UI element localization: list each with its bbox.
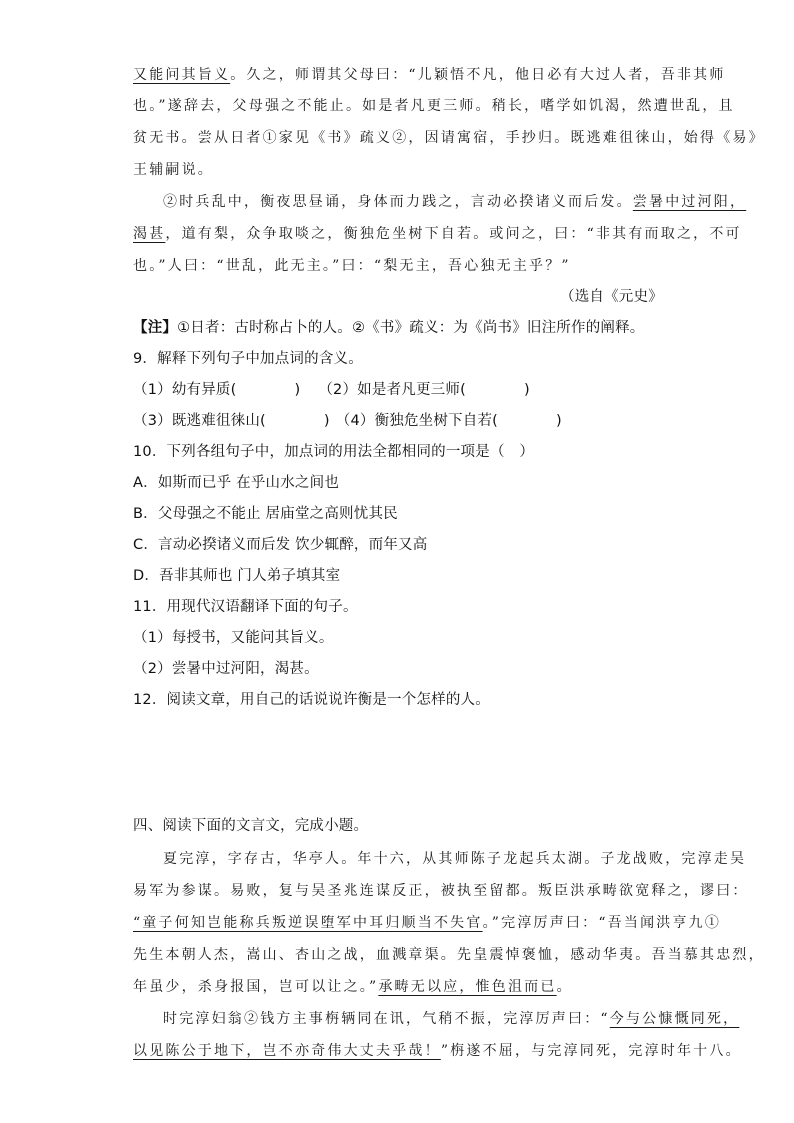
footnote: 【注】①日者：古时称占卜的人。②《书》疏义：为《尚书》旧注所作的阐释。	[133, 320, 645, 336]
question-11: 11．用现代汉语翻译下面的句子。	[133, 599, 358, 615]
underlined-phrase: 今与公慷慨同死，	[609, 1011, 740, 1027]
question-9: 9．解释下列句子中加点词的含义。	[133, 351, 363, 367]
option-a[interactable]: A．如斯而已乎 在乎山水之间也	[133, 475, 340, 491]
passage-line: 王辅嗣说。	[133, 162, 214, 178]
passage-line: 渴甚，道有梨，众争取啖之，衡独危坐树下自若。或问之，曰：“非其有而取之，不可	[133, 226, 742, 242]
question-12: 12．阅读文章，用自己的话说说许衡是一个怎样的人。	[133, 692, 490, 708]
underlined-phrase: “童子何知岂能称兵叛逆误堕军中耳归顺当不失官	[133, 915, 483, 931]
note-label: 【注】	[133, 320, 178, 336]
question-9-items-row1: （1）幼有异质( ) （2）如是者凡更三师( )	[133, 382, 530, 398]
question-10: 10．下列各组句子中，加点词的用法全都相同的一项是（ ）	[133, 444, 535, 460]
passage-line: 也。”人曰：“世乱，此无主。”曰：“梨无主，吾心独无主乎？”	[133, 258, 571, 274]
passage-line: 又能问其旨义。久之，师谓其父母曰：“儿颖悟不凡，他日必有大过人者，吾非其师	[133, 67, 726, 83]
passage-line: 贫无书。尝从日者①家见《书》疏义②，因请寓宿，手抄归。既逃难徂徕山，始得《易》	[133, 130, 765, 146]
passage-line: 先生本朝人杰，嵩山、杏山之战，血溅章渠。先皇震悼褒恤，感动华夷。吾当慕其忠烈，	[133, 947, 765, 963]
passage-line: “童子何知岂能称兵叛逆误堕军中耳归顺当不失官。”完淳厉声曰：“吾当闻洪亨九①	[133, 915, 722, 931]
passage-line: 年虽少，杀身报国，岂可以让之。”承畴无以应，惟色沮而已。	[133, 979, 573, 995]
option-d[interactable]: D．吾非其师也 门人弟子填其室	[133, 568, 341, 584]
option-c[interactable]: C．言动必揆诸义而后发 饮少辄醉，而年又高	[133, 537, 428, 553]
underlined-phrase: 尝暑中过河阳，	[632, 194, 747, 210]
question-11-item-2: （2）尝暑中过河阳，渴甚。	[133, 661, 319, 677]
underlined-phrase: 以见陈公于地下，岂不亦奇伟大丈夫乎哉！	[133, 1043, 441, 1059]
passage-line: 易军为参谋。易败，复与吴圣兆连谋反正，被执至留都。叛臣洪承畴欲宽释之，谬曰：	[133, 883, 749, 899]
underlined-phrase: 又能问其旨义	[133, 67, 231, 83]
passage-line: 夏完淳，字存古，华亭人。年十六，从其师陈子龙起兵太湖。子龙战败，完淳走吴	[163, 851, 747, 867]
passage-line: ②时兵乱中，衡夜思昼诵，身体而力践之，言动必揆诸义而后发。尝暑中过河阳，	[163, 194, 747, 210]
section-4-heading: 四、阅读下面的文言文，完成小题。	[133, 818, 369, 834]
question-9-items-row2: （3）既逃难徂徕山( ) （4）衡独危坐树下自若( )	[133, 413, 562, 429]
option-b[interactable]: B．父母强之不能止 居庙堂之高则忧其民	[133, 506, 398, 522]
underlined-phrase: 承畴无以应，惟色沮而已	[378, 979, 557, 995]
passage-line: 也。”遂辞去，父母强之不能止。如是者凡更三师。稍长，嗜学如饥渴，然遭世乱，且	[133, 98, 735, 114]
passage-line: 时完淳妇翁②钱方主事栴辆同在讯，气稍不振，完淳厉声曰：“今与公慷慨同死，	[163, 1011, 740, 1027]
source-citation: （选自《元史》	[560, 289, 663, 305]
underlined-phrase: 渴甚	[133, 226, 166, 242]
question-11-item-1: （1）每授书，又能问其旨义。	[133, 630, 334, 646]
passage-line: 以见陈公于地下，岂不亦奇伟大丈夫乎哉！”栴遂不屈，与完淳同死，完淳时年十八。	[133, 1043, 742, 1059]
